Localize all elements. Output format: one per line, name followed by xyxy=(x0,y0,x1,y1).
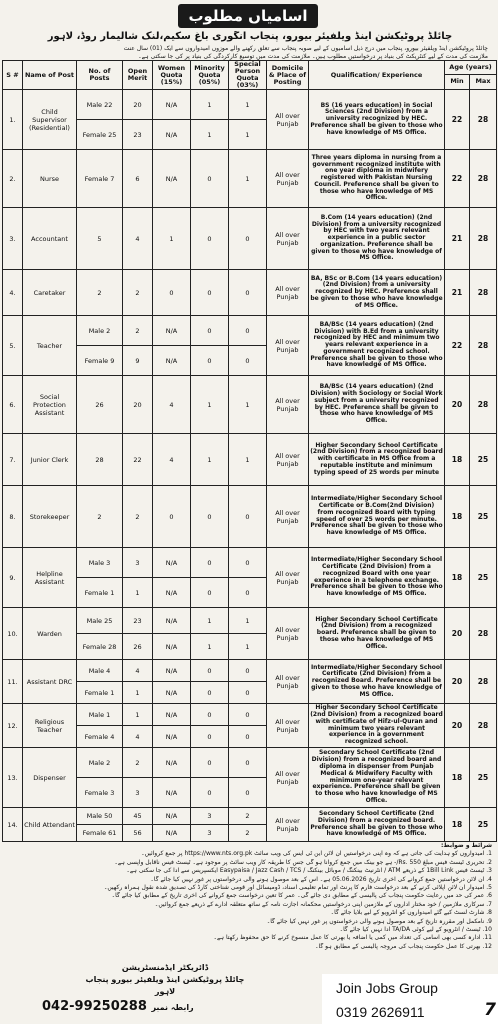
cell-post: Storekeeper xyxy=(23,486,77,548)
cell-domicile: All over Punjab xyxy=(267,208,309,270)
cell-minority-quota: 0 xyxy=(191,704,229,726)
cell-domicile: All over Punjab xyxy=(267,748,309,808)
cell-no-posts: Male 2 xyxy=(77,316,123,346)
cell-special-quota: 1 xyxy=(229,120,267,150)
cell-sr: 6. xyxy=(3,376,23,434)
cell-open-merit: 2 xyxy=(123,270,153,316)
cell-minority-quota: 0 xyxy=(191,208,229,270)
cell-post: Child Attendant xyxy=(23,808,77,842)
cell-special-quota: 1 xyxy=(229,608,267,634)
cell-no-posts: Male 25 xyxy=(77,608,123,634)
cell-minority-quota: 1 xyxy=(191,120,229,150)
cell-special-quota: 0 xyxy=(229,578,267,608)
cell-domicile: All over Punjab xyxy=(267,150,309,208)
cell-no-posts: 26 xyxy=(77,376,123,434)
cell-open-merit: 20 xyxy=(123,90,153,120)
terms-item: 4. آن لائن درخواستیں جمع کروانے کی آخری تاریخ 05.06.2026 ہے۔ اس کے بعد موصول ہونے والی درخواستوں پر غور نہیں کیا جائے گا۔ xyxy=(150,875,492,883)
cell-women-quota: N/A xyxy=(153,90,191,120)
cell-special-quota: 0 xyxy=(229,346,267,376)
cell-special-quota: 1 xyxy=(229,634,267,660)
table-row xyxy=(3,548,497,578)
table-row xyxy=(3,90,497,120)
terms-item: 8. شارٹ لسٹ کیے گئے امیدواروں کو انٹرویو کے لیے بلایا جائے گا۔ xyxy=(330,909,492,917)
cell-age-max: 28 xyxy=(470,608,497,660)
cell-no-posts: Male 1 xyxy=(77,704,123,726)
cell-age-max: 28 xyxy=(470,704,497,748)
cell-domicile: All over Punjab xyxy=(267,376,309,434)
cell-age-max: 28 xyxy=(470,208,497,270)
table-row xyxy=(3,150,497,208)
cell-no-posts: 5 xyxy=(77,208,123,270)
cell-post: Assistant DRC xyxy=(23,660,77,704)
cell-age-max: 28 xyxy=(470,376,497,434)
cell-age-min: 18 xyxy=(445,486,470,548)
cell-open-merit: 2 xyxy=(123,486,153,548)
cell-no-posts: Female 1 xyxy=(77,578,123,608)
cell-open-merit: 23 xyxy=(123,608,153,634)
cell-women-quota: N/A xyxy=(153,825,191,842)
contact-phone-label: رابطہ نمبر xyxy=(151,1003,194,1012)
cell-sr: 5. xyxy=(3,316,23,376)
cell-minority-quota: 0 xyxy=(191,778,229,808)
cell-qualification: Intermediate/Higher Secondary School Certificate (2nd Division) from a recognized Board. Preference shall be given to those who have knowledge of MS Office. xyxy=(309,660,445,704)
cell-post: Caretaker xyxy=(23,270,77,316)
cell-qualification: Three years diploma in nursing from a government recognized institute with one year diploma in midwifery registered with Pakistan Nursing Council. Preference shall be given to those who have knowledge of MS Office. xyxy=(309,150,445,208)
cell-women-quota: N/A xyxy=(153,120,191,150)
terms-item: 11. ادارہ کسی بھی اسامی کی تعداد میں کمی یا اضافہ یا بھرتی کا عمل منسوخ کرنے کا حق محفوظ رکھتا ہے۔ xyxy=(213,934,492,942)
cell-women-quota: N/A xyxy=(153,150,191,208)
cell-special-quota: 0 xyxy=(229,726,267,748)
cell-qualification: Secondary School Certificate (2nd Division) from a recognized board. Preference shall be given to those who have knowledge of MS Office. xyxy=(309,808,445,842)
cell-qualification: BA, BSc or B.Com (14 years education) (2nd Division) from a university recognized by HEC. Preference shall be given to those who have knowledge of MS Office. xyxy=(309,270,445,316)
cell-special-quota: 2 xyxy=(229,808,267,825)
cell-open-merit: 45 xyxy=(123,808,153,825)
cell-domicile: All over Punjab xyxy=(267,704,309,748)
cell-sr: 14. xyxy=(3,808,23,842)
header-age-max: Max xyxy=(470,74,497,89)
cell-no-posts: Male 50 xyxy=(77,808,123,825)
cell-open-merit: 4 xyxy=(123,726,153,748)
cell-domicile: All over Punjab xyxy=(267,90,309,150)
cell-minority-quota: 0 xyxy=(191,726,229,748)
cell-sr: 12. xyxy=(3,704,23,748)
cell-minority-quota: 1 xyxy=(191,376,229,434)
cell-age-min: 18 xyxy=(445,434,470,486)
cell-no-posts: Female 61 xyxy=(77,825,123,842)
cell-special-quota: 0 xyxy=(229,682,267,704)
cell-age-min: 18 xyxy=(445,808,470,842)
table-row xyxy=(3,660,497,682)
table-row xyxy=(3,376,497,434)
header-open-merit: Open Merit xyxy=(123,61,153,90)
intro-line: چائلڈ پروٹیکشن اینڈ ویلفیئر بیورو، پنجاب میں درج ذیل اسامیوں کے لیے صوبہ پنجاب سے تعلق رکھنے والے موزوں امیدواروں سے ایک (01) سال عنت xyxy=(123,45,488,52)
cell-minority-quota: 0 xyxy=(191,548,229,578)
intro-line: ملازمت کی مدت کے لیے کنٹریکٹ کی بنیاد پر درخواستیں مطلوب ہیں۔ ملازمت کی مدت میں توسیع کارکردگی کی بنیاد پر کی جا سکتی ہے۔ xyxy=(138,53,488,60)
cell-post: Dispenser xyxy=(23,748,77,808)
cell-age-min: 21 xyxy=(445,208,470,270)
cell-open-merit: 1 xyxy=(123,578,153,608)
cell-open-merit: 2 xyxy=(123,748,153,778)
cell-open-merit: 56 xyxy=(123,825,153,842)
header-sr: S # xyxy=(3,61,23,90)
cell-minority-quota: 0 xyxy=(191,346,229,376)
cell-post: Helpline Assistant xyxy=(23,548,77,608)
cell-open-merit: 3 xyxy=(123,548,153,578)
terms-item: 3. ٹیسٹ فیس 1Bill Link کے ذریعے ATM / انٹرنیٹ بینکنگ / موبائل بینکنگ / Easypaisa / Jazz Cash / TCS ایکسپریس سے ادا کی جا سکتی ہے۔ xyxy=(126,867,492,875)
watermark-group-name: Join Jobs Group xyxy=(336,980,438,996)
cell-no-posts: Male 2 xyxy=(77,748,123,778)
cell-open-merit: 23 xyxy=(123,120,153,150)
cell-minority-quota: 3 xyxy=(191,808,229,825)
cell-domicile: All over Punjab xyxy=(267,316,309,376)
cell-women-quota: N/A xyxy=(153,316,191,346)
cell-age-max: 28 xyxy=(470,660,497,704)
cell-minority-quota: 3 xyxy=(191,825,229,842)
cell-post: Junior Clerk xyxy=(23,434,77,486)
cell-women-quota: 1 xyxy=(153,208,191,270)
cell-no-posts: Female 7 xyxy=(77,150,123,208)
cell-no-posts: 2 xyxy=(77,270,123,316)
cell-no-posts: 2 xyxy=(77,486,123,548)
table-row xyxy=(3,704,497,726)
header-special-quota: Special Person Quota (03%) xyxy=(229,61,267,90)
table-row xyxy=(3,434,497,486)
cell-open-merit: 4 xyxy=(123,660,153,682)
cell-post: Nurse xyxy=(23,150,77,208)
cell-sr: 11. xyxy=(3,660,23,704)
cell-age-min: 18 xyxy=(445,548,470,608)
cell-age-max: 25 xyxy=(470,486,497,548)
cell-women-quota: 0 xyxy=(153,270,191,316)
cell-special-quota: 0 xyxy=(229,660,267,682)
cell-no-posts: Female 3 xyxy=(77,778,123,808)
cell-open-merit: 9 xyxy=(123,346,153,376)
cell-domicile: All over Punjab xyxy=(267,608,309,660)
cell-minority-quota: 1 xyxy=(191,608,229,634)
cell-open-merit: 4 xyxy=(123,208,153,270)
cell-open-merit: 3 xyxy=(123,778,153,808)
cell-minority-quota: 0 xyxy=(191,486,229,548)
cell-age-min: 20 xyxy=(445,704,470,748)
cell-sr: 7. xyxy=(3,434,23,486)
cell-women-quota: N/A xyxy=(153,704,191,726)
cell-qualification: Secondary School Certificate (2nd Division) from a recognized board and diploma in dispenser from Punjab Medical & Midwifery Faculty with minimum one-year relevant experience. Preference shall be given to those who have knowledge of MS Office. xyxy=(309,748,445,808)
cell-women-quota: N/A xyxy=(153,808,191,825)
cell-open-merit: 20 xyxy=(123,376,153,434)
table-row xyxy=(3,316,497,346)
cell-qualification: Intermediate/Higher Secondary School Certificate (2nd Division) from a recognized Board with one year experience in a telephone exchange. Preference shall be given to those who have knowledge of MS Office. xyxy=(309,548,445,608)
cell-minority-quota: 0 xyxy=(191,270,229,316)
table-row xyxy=(3,608,497,634)
watermark-phone: 0319 2626911 xyxy=(336,1004,425,1020)
cell-age-min: 22 xyxy=(445,90,470,150)
terms-item: 1. امیدواروں کو ہدایت کی جاتی ہے کہ وہ اپنی درخواستیں آن لائن این ٹی ایس کی ویب سائٹ https://www.nts.org.pk پر جمع کروائیں۔ xyxy=(141,850,492,858)
cell-no-posts: Male 22 xyxy=(77,90,123,120)
signature-org: چائلڈ پروٹیکشن اینڈ ویلفیئر بیورو پنجاب لاہور xyxy=(85,975,245,996)
cell-age-min: 22 xyxy=(445,316,470,376)
table-row xyxy=(3,808,497,825)
cell-post: Religious Teacher xyxy=(23,704,77,748)
cell-age-max: 28 xyxy=(470,90,497,150)
cell-qualification: BA/BSc (14 years education) (2nd Division) with B.Ed from a university recognized by HEC and minimum two years relevant experience in a government recognized school. Preference shall be given to those who have knowledge of MS Office. xyxy=(309,316,445,376)
vacancies-table-body xyxy=(3,90,497,842)
cell-no-posts: Female 28 xyxy=(77,634,123,660)
cell-minority-quota: 1 xyxy=(191,634,229,660)
organization-name: چائلڈ پروٹیکشن اینڈ ویلفیئر بیورو، پنجاب انگوری باغ سکیم،لنک شالیمار روڈ، لاہور xyxy=(47,31,453,42)
terms-item: 10. ٹیسٹ / انٹرویو کے لیے کوئی TA/DA ادا نہیں کیا جائے گا۔ xyxy=(339,926,492,934)
cell-no-posts: 28 xyxy=(77,434,123,486)
contact-phone xyxy=(42,999,242,1014)
cell-post: Child Supervisor (Residential) xyxy=(23,90,77,150)
cell-age-max: 28 xyxy=(470,150,497,208)
cell-special-quota: 0 xyxy=(229,270,267,316)
cell-special-quota: 2 xyxy=(229,825,267,842)
cell-minority-quota: 0 xyxy=(191,578,229,608)
vacancies-table xyxy=(2,60,497,842)
header-post: Name of Post xyxy=(23,61,77,90)
cell-qualification: BS (16 years education) in Social Sciences (2nd Division) from a university recognized by HEC. Preference shall be given to those who have knowledge of MS Office. xyxy=(309,90,445,150)
terms-item: 7. سرکاری ملازمین / خود مختار اداروں کے ملازمین اپنی درخواستیں محکمانہ اجازت نامہ کے ساتھ متعلقہ ادارے کے ذریعے جمع کروائیں۔ xyxy=(154,900,492,908)
cell-women-quota: N/A xyxy=(153,548,191,578)
cell-sr: 8. xyxy=(3,486,23,548)
cell-open-merit: 26 xyxy=(123,634,153,660)
table-row xyxy=(3,208,497,270)
cell-post: Teacher xyxy=(23,316,77,376)
header-domicile: Domicile & Place of Posting xyxy=(267,61,309,90)
cell-domicile: All over Punjab xyxy=(267,660,309,704)
header-age-min: Min xyxy=(445,74,470,89)
cell-sr: 13. xyxy=(3,748,23,808)
cell-domicile: All over Punjab xyxy=(267,548,309,608)
cell-special-quota: 1 xyxy=(229,90,267,120)
watermark-badge xyxy=(322,974,498,1024)
table-row xyxy=(3,748,497,778)
cell-women-quota: N/A xyxy=(153,726,191,748)
cell-women-quota: 0 xyxy=(153,486,191,548)
cell-domicile: All over Punjab xyxy=(267,808,309,842)
page-title-banner: اسامیاں مطلوب xyxy=(178,4,318,28)
table-row xyxy=(3,486,497,548)
cell-minority-quota: 0 xyxy=(191,316,229,346)
cell-sr: 1. xyxy=(3,90,23,150)
cell-women-quota: 4 xyxy=(153,376,191,434)
cell-women-quota: N/A xyxy=(153,682,191,704)
terms-item: 5. امیدوار آن لائن اپلائی کرنے کے بعد درخواست فارم کا پرنٹ اور تمام تعلیمی اسناد، ڈومیسائل اور قومی شناختی کارڈ کی تصدیق شدہ نقول ہمراہ رکھیں۔ xyxy=(103,884,492,892)
cell-women-quota: N/A xyxy=(153,634,191,660)
cell-no-posts: Male 4 xyxy=(77,660,123,682)
cell-minority-quota: 1 xyxy=(191,90,229,120)
cell-age-min: 21 xyxy=(445,270,470,316)
cell-age-min: 18 xyxy=(445,748,470,808)
cell-sr: 10. xyxy=(3,608,23,660)
table-row xyxy=(3,270,497,316)
cell-no-posts: Female 9 xyxy=(77,346,123,376)
cell-qualification: Intermediate/Higher Secondary School Certificate or B.Com(2nd Division) from recognized Board with typing speed of over 25 words per minute. Preference shall be given to those who have knowledge of MS Office. xyxy=(309,486,445,548)
cell-minority-quota: 0 xyxy=(191,682,229,704)
cell-domicile: All over Punjab xyxy=(267,270,309,316)
cell-women-quota: N/A xyxy=(153,660,191,682)
cell-open-merit: 1 xyxy=(123,704,153,726)
cell-minority-quota: 1 xyxy=(191,434,229,486)
header-women-quota: Women Quota (15%) xyxy=(153,61,191,90)
cell-age-min: 20 xyxy=(445,660,470,704)
cell-special-quota: 1 xyxy=(229,434,267,486)
cell-qualification: BA/BSc (14 years education) (2nd Division) with Sociology or Social Work subject from a university recognized by HEC. Preference shall be given to those who have knowledge of MS Office. xyxy=(309,376,445,434)
terms-item: 2. تحریری ٹیسٹ فیس مبلغ Rs. 550/- ہے جو بینک میں جمع کروانا ہو گی جس کا طریقہ کار ویب سائٹ پر موجود ہے۔ ٹیسٹ فیس ناقابل واپسی ہے۔ xyxy=(114,858,492,866)
terms-item: 6. عمر کی حد میں رعایت حکومت پنجاب کی پالیسی کے مطابق دی جائے گی۔ عمر کا تعین درخواست جمع کروانے کی آخری تاریخ کے مطابق کیا جائے گا۔ xyxy=(111,892,492,900)
terms-and-conditions xyxy=(8,842,492,951)
cell-qualification: Higher Secondary School Certificate (2nd Division) from a recognized board. Preference shall be given to those who have knowledge of MS Office. xyxy=(309,608,445,660)
cell-qualification: Higher Secondary School Certificate (2nd Division) from a recognized board with certificate of Hifz-ul-Quran and minimum two years relevant experience in a government recognized school. xyxy=(309,704,445,748)
signature-block xyxy=(80,962,250,998)
cell-age-min: 22 xyxy=(445,150,470,208)
cell-women-quota: N/A xyxy=(153,778,191,808)
cell-age-max: 28 xyxy=(470,316,497,376)
cell-domicile: All over Punjab xyxy=(267,486,309,548)
header-qualification: Qualification/ Experience xyxy=(309,61,445,90)
contact-phone-number: 042-99250288 xyxy=(42,999,147,1014)
cell-special-quota: 0 xyxy=(229,748,267,778)
cell-age-max: 28 xyxy=(470,270,497,316)
cell-special-quota: 0 xyxy=(229,486,267,548)
terms-item: 12. بھرتی کا عمل حکومت پنجاب کی مروجہ پالیسی کے مطابق ہو گا۔ xyxy=(314,942,492,950)
cell-age-max: 25 xyxy=(470,808,497,842)
cell-age-max: 25 xyxy=(470,434,497,486)
header-age: Age (years) xyxy=(445,61,497,75)
cell-special-quota: 0 xyxy=(229,704,267,726)
cell-sr: 3. xyxy=(3,208,23,270)
cell-special-quota: 0 xyxy=(229,778,267,808)
cell-minority-quota: 0 xyxy=(191,748,229,778)
cell-sr: 2. xyxy=(3,150,23,208)
terms-item: 9. نامکمل اور مقررہ تاریخ کے بعد موصول ہونے والی درخواستوں پر غور نہیں کیا جائے گا۔ xyxy=(266,917,492,925)
cell-open-merit: 2 xyxy=(123,316,153,346)
header-minority-quota: Minority Quota (05%) xyxy=(191,61,229,90)
cell-special-quota: 1 xyxy=(229,150,267,208)
cell-sr: 4. xyxy=(3,270,23,316)
cell-special-quota: 1 xyxy=(229,376,267,434)
cell-open-merit: 22 xyxy=(123,434,153,486)
header-no-posts: No. of Posts xyxy=(77,61,123,90)
cell-women-quota: N/A xyxy=(153,346,191,376)
cell-special-quota: 0 xyxy=(229,208,267,270)
cell-sr: 9. xyxy=(3,548,23,608)
cell-minority-quota: 0 xyxy=(191,660,229,682)
cell-age-min: 20 xyxy=(445,608,470,660)
cell-no-posts: Female 25 xyxy=(77,120,123,150)
cell-age-max: 25 xyxy=(470,748,497,808)
cell-women-quota: 4 xyxy=(153,434,191,486)
cell-open-merit: 6 xyxy=(123,150,153,208)
cell-special-quota: 0 xyxy=(229,316,267,346)
cell-post: Warden xyxy=(23,608,77,660)
cell-minority-quota: 0 xyxy=(191,150,229,208)
cell-qualification: Higher Secondary School Certificate (2nd Division) from a recognized board with certificate in MS Office from a reputable institute and minimum typing speed of 25 words per minute xyxy=(309,434,445,486)
terms-title: شرائط و ضوابط: xyxy=(441,842,492,849)
cell-age-min: 20 xyxy=(445,376,470,434)
cell-women-quota: N/A xyxy=(153,748,191,778)
cell-domicile: All over Punjab xyxy=(267,434,309,486)
cell-women-quota: N/A xyxy=(153,608,191,634)
cell-no-posts: Male 3 xyxy=(77,548,123,578)
cell-special-quota: 0 xyxy=(229,548,267,578)
terms-list xyxy=(8,850,492,951)
cell-no-posts: Female 4 xyxy=(77,726,123,748)
cell-qualification: B.Com (14 years education) (2nd Division) from a university recognized by HEC with two years relevant experience in a public sector organization. Preference shall be given to those who have knowledge of MS Office. xyxy=(309,208,445,270)
cell-age-max: 25 xyxy=(470,548,497,608)
cell-women-quota: N/A xyxy=(153,578,191,608)
intro-paragraph xyxy=(8,45,488,61)
cell-no-posts: Female 1 xyxy=(77,682,123,704)
signature-title: ڈائریکٹر ایڈمنسٹریشن xyxy=(121,963,209,972)
cell-post: Social Protection Assistant xyxy=(23,376,77,434)
watermark-number: 7 xyxy=(484,1000,496,1020)
cell-open-merit: 1 xyxy=(123,682,153,704)
cell-post: Accountant xyxy=(23,208,77,270)
